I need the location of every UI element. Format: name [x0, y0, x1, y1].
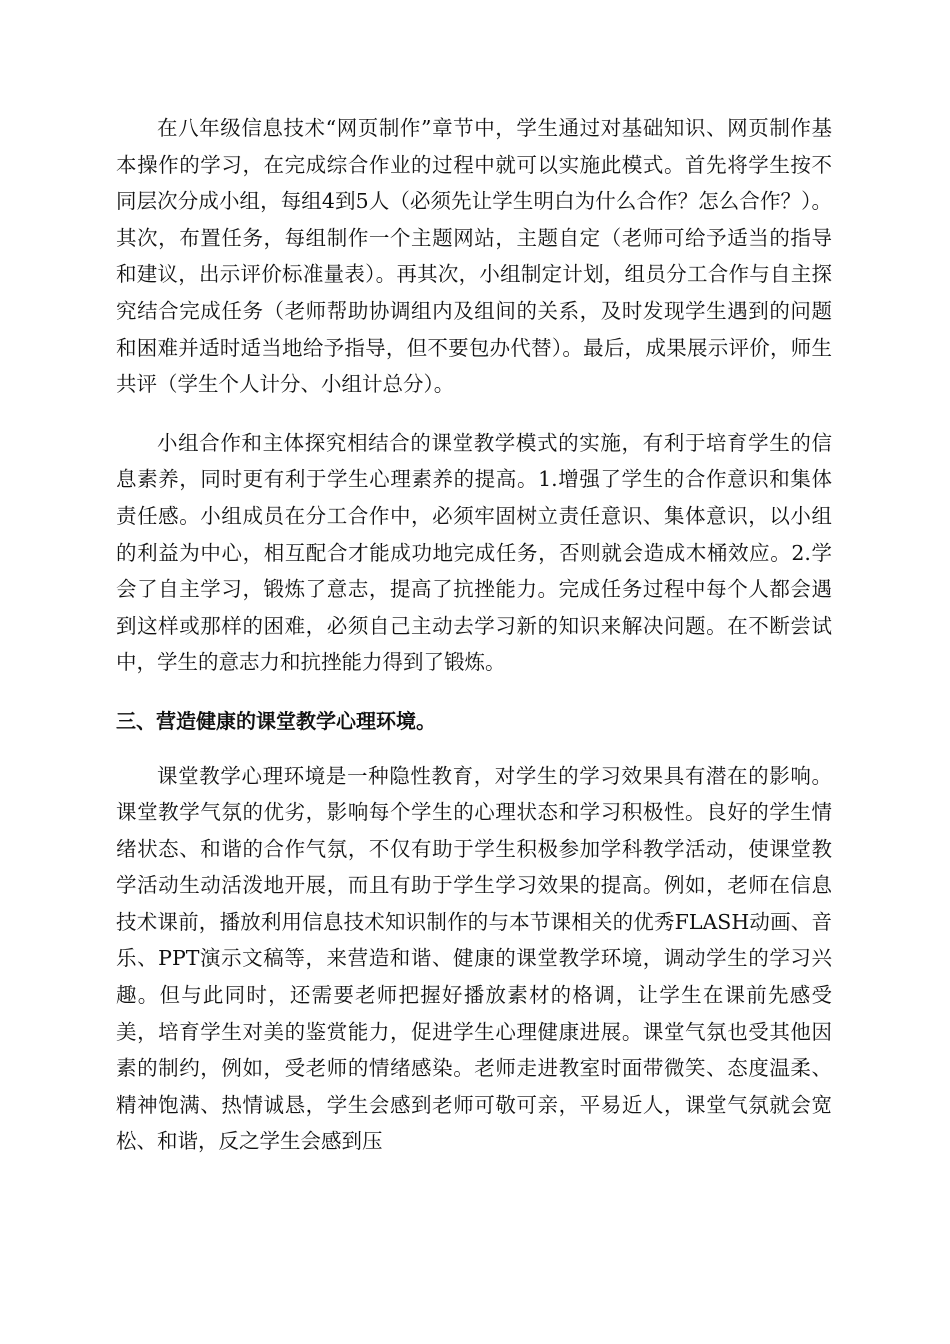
body-paragraph-classroom-environment: 课堂教学心理环境是一种隐性教育，对学生的学习效果具有潜在的影响。课堂教学气氛的优劣，影响每个学生的心理状态和学习积极性。良好的学生情绪状态、和谐的合作气氛，不仅有助于学生积极参加学科教学活动，使课堂教学活动生动活泼地开展，而且有助于学生学习效果的提高。例如，老师在信息技术课前，播放利用信息技术知识制作的与本节课相关的优秀FLASH动画、音乐、PPT演示文稿等，来营造和谐、健康的课堂教学环境，调动学生的学习兴趣。但与此同时，还需要老师把握好播放素材的格调，让学生在课前先感受美，培育学生对美的鉴赏能力，促进学生心理健康进展。课堂气氛也受其他因素的制约，例如，受老师的情绪感染。老师走进教室时面带微笑、态度温柔、精神饱满、热情诚恳，学生会感到老师可敬可亲，平易近人，课堂气氛就会宽松、和谐，反之学生会感到压: [116, 763, 832, 1154]
document-body: [116, 110, 832, 1182]
body-paragraph-group-cooperation: 小组合作和主体探究相结合的课堂教学模式的实施，有利于培育学生的信息素养，同时更有利于学生心理素养的提高。1.增强了学生的合作意识和集体责任感。小组成员在分工合作中，必须牢固树立责任意识、集体意识，以小组的利益为中心，相互配合才能成功地完成任务，否则就会造成木桶效应。2.学会了自主学习，锻炼了意志，提高了抗挫能力。完成任务过程中每个人都会遇到这样或那样的困难，必须自己主动去学习新的知识来解决问题。在不断尝试中，学生的意志力和抗挫能力得到了锻炼。: [116, 430, 832, 675]
section-heading: 三、营造健康的课堂教学心理环境。: [116, 708, 436, 733]
body-paragraph-webpage-project: 在八年级信息技术“网页制作”章节中，学生通过对基础知识、网页制作基本操作的学习，在完成综合作业的过程中就可以实施此模式。首先将学生按不同层次分成小组，每组4到5人（必须先让学生明白为什么合作？怎么合作？）。其次，布置任务，每组制作一个主题网站，主题自定（老师可给予适当的指导和建议，出示评价标准量表）。再其次，小组制定计划，组员分工合作与自主探究结合完成任务（老师帮助协调组内及组间的关系，及时发现学生遇到的问题和困难并适时适当地给予指导，但不要包办代替）。最后，成果展示评价，师生共评（学生个人计分、小组计总分）。: [116, 116, 832, 397]
